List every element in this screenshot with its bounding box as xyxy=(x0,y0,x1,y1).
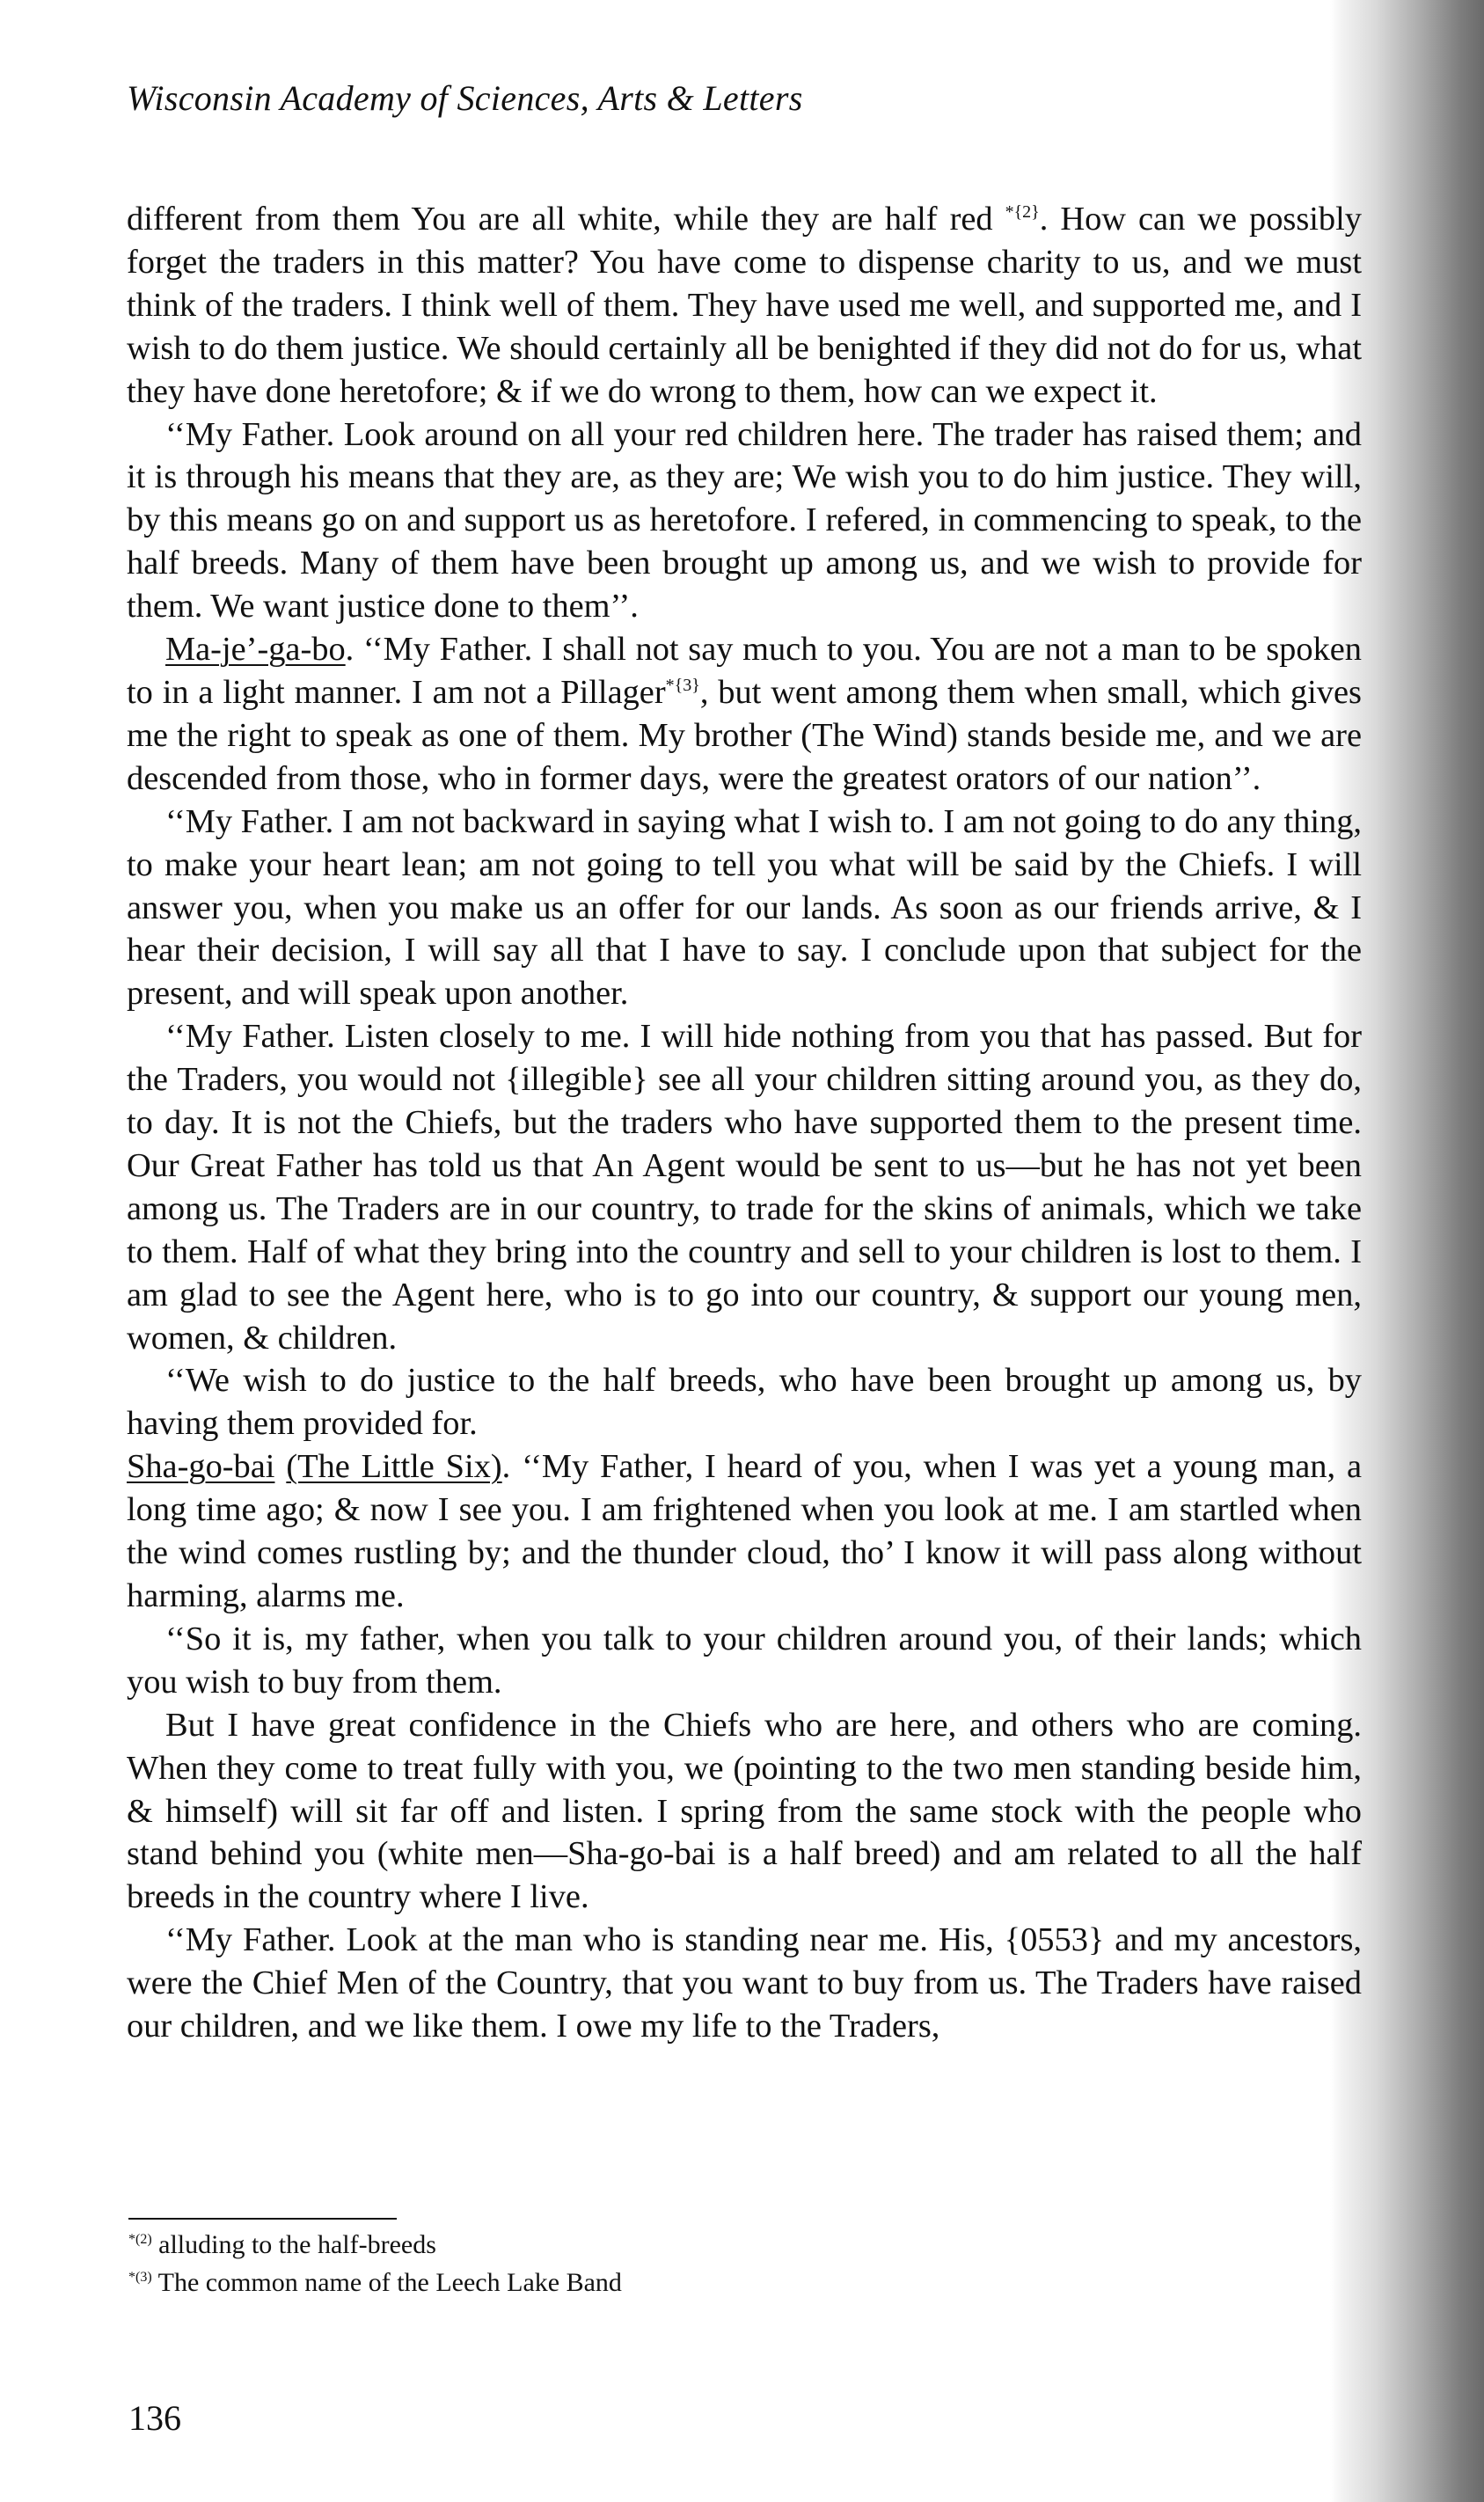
footnote-3-text: The common name of the Leech Lake Band xyxy=(151,2268,622,2297)
footnotes xyxy=(128,2226,622,2301)
paragraph-6: ‘‘We wish to do justice to the half breeds, who have been brought up among us, by having them provided for. xyxy=(127,1362,1362,1443)
footnote-3-mark: *(3) xyxy=(128,2270,152,2285)
paragraph-3-text-a: . ‘‘My Father. I shall not say much to you. You are not a man to be spoken to in a light manner. I am not a Pillager xyxy=(127,631,1362,711)
footnote-2 xyxy=(128,2226,622,2264)
running-head: Wisconsin Academy of Sciences, Arts & Letters xyxy=(127,78,803,118)
paragraph-1-text-b: . How can we possibly forget the traders in this matter? You have come to dispense charity to us, and we must think of the traders. I think well of them. They have used me well, and supported me, and I wish to do them justice. We should certainly all be benighted if they did not do for us, what they have done heretofore; & if we do wrong to them, how can we expect it. xyxy=(127,201,1362,410)
footnote-ref-2: *{2} xyxy=(1005,202,1040,222)
paragraph-7-text-a: . ‘‘My Father, I heard of you, when I was yet a young man, a long time ago; & now I see you. I am frightened when you look at me. I am startled when the wind comes rustling by; and the thunder cloud, tho’ I know it will pass along without harming, alarms me. xyxy=(127,1448,1362,1614)
paragraph-10: ‘‘My Father. Look at the man who is standing near me. His, {0553} and my ancestors, were the Chief Men of the Country, that you want to buy from us. The Traders have raised our children, and we like them. I owe my life to the Traders, xyxy=(127,1921,1362,2045)
footnote-ref-3: *{3} xyxy=(665,675,700,695)
speaker-alias-little-six: (The Little Six) xyxy=(286,1448,502,1486)
paragraph-3 xyxy=(127,628,1362,801)
body-text xyxy=(127,198,1362,2048)
paragraph-2: ‘‘My Father. Look around on all your red children here. The trader has raised them; and it is through his means that they are, as they are; We wish you to do him justice. They will, by this means go on and support us as heretofore. I refered, in commencing to speak, to the half breeds. Many of them have been brought up among us, and we wish to provide for them. We want justice done to them’’. xyxy=(127,415,1362,626)
footnote-rule xyxy=(128,2218,397,2220)
paragraph-1-text-a: different from them You are all white, while they are half red xyxy=(127,201,1005,238)
footnote-2-mark: *(2) xyxy=(128,2232,152,2247)
paragraph-8: ‘‘So it is, my father, when you talk to your children around you, of their lands; which you wish to buy from them. xyxy=(127,1620,1362,1701)
paragraph-5: ‘‘My Father. Listen closely to me. I will hide nothing from you that has passed. But for the Traders, you would not {illegible} see all your children sitting around you, as they do, to day. It is not the Chiefs, but the traders who have supported them to the present time. Our Great Father has told us that An Agent would be sent to us—but he has not yet been among us. The Traders are in our country, to trade for the skins of animals, which we take to them. Half of what they bring into the country and sell to your children is lost to them. I am glad to see the Agent here, who is to go into our country, & support our young men, women, & children. xyxy=(127,1018,1362,1357)
footnote-3 xyxy=(128,2264,622,2301)
page-number: 136 xyxy=(128,2398,181,2438)
paragraph-7 xyxy=(127,1445,1362,1618)
paragraph-1 xyxy=(127,198,1362,413)
speaker-name-space xyxy=(274,1448,286,1485)
speaker-name-majegabo: Ma-je’-ga-bo xyxy=(165,631,346,669)
paragraph-4: ‘‘My Father. I am not backward in saying what I wish to. I am not going to do any thing, to make your heart lean; am not going to tell you what will be said by the Chiefs. I will answer you, when you make us an offer for our lands. As soon as our friends arrive, & I hear their decision, I will say all that I have to say. I conclude upon that subject for the present, and will speak upon another. xyxy=(127,802,1362,1013)
footnote-2-text: alluding to the half-breeds xyxy=(151,2230,436,2259)
paragraph-9: But I have great confidence in the Chiefs who are here, and others who are coming. When they come to treat fully with you, we (pointing to the two men standing beside him, & himself) will sit far off and listen. I spring from the same stock with the people who stand behind you (white men—Sha-go-bai is a half breed) and am related to all the half breeds in the country where I live. xyxy=(127,1706,1362,1916)
paragraph-3-text-b: , but went among them when small, which gives me the right to speak as one of them. My brother (The Wind) stands beside me, and we are descended from those, who in former days, were the greatest orators of our nation’’. xyxy=(127,673,1362,797)
speaker-name-shagobai: Sha-go-bai xyxy=(127,1448,275,1486)
